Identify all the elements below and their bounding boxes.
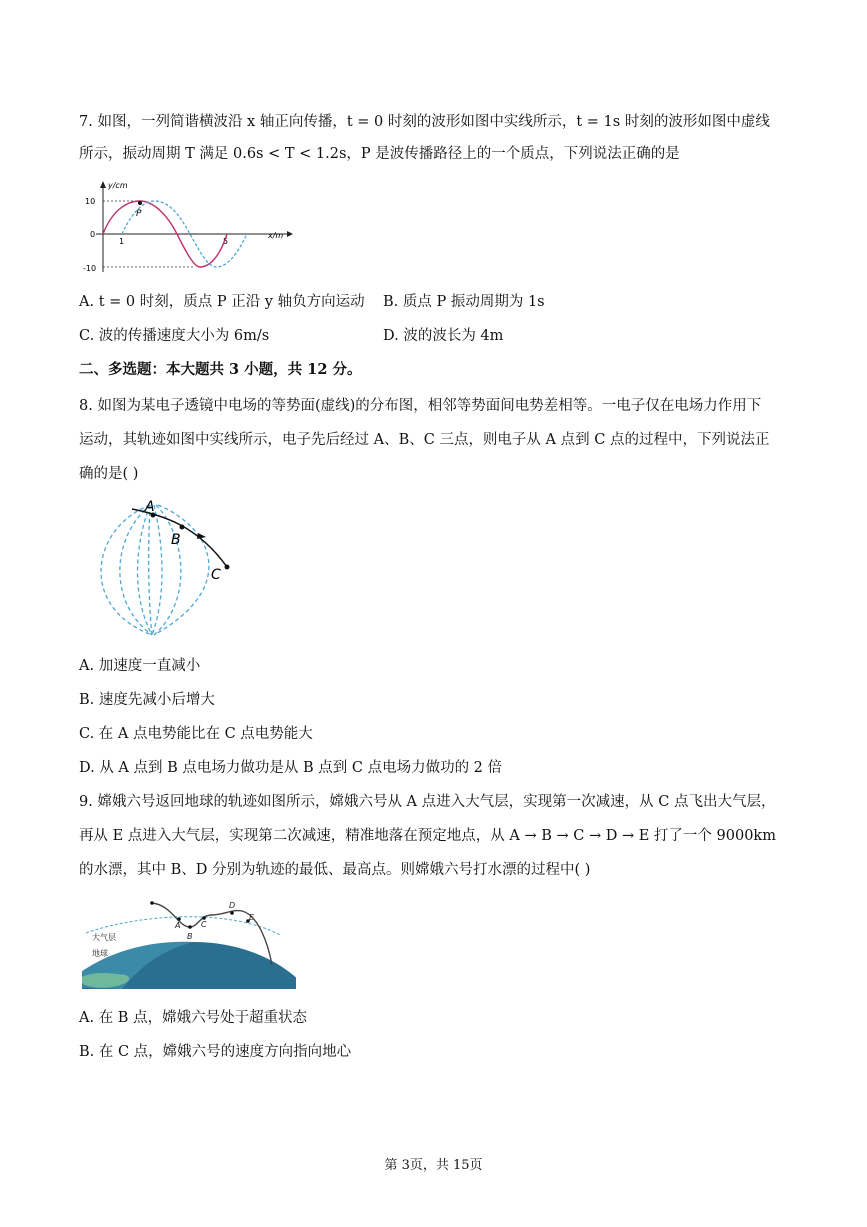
equipotential-lines — [101, 505, 209, 635]
q8-option-c: C. 在 A 点电势能比在 C 点电势能大 — [79, 726, 313, 742]
q7-option-a: A. t = 0 时刻，质点 P 正沿 y 轴负方向运动 — [79, 294, 365, 310]
q8-stem-line2: 运动，其轨迹如图中实线所示，电子先后经过 A、B、C 三点，则电子从 A 点到 C 点的过程中，下列说法正 — [79, 432, 770, 448]
q8-option-a: A. 加速度一直减小 — [79, 658, 201, 674]
q7-option-c: C. 波的传播速度大小为 6m/s — [79, 328, 270, 344]
q7-wave-figure — [82, 176, 297, 276]
q8-stem-line1: 8. 如图为某电子透镜中电场的等势面(虚线)的分布图，相邻等势面间电势差相等。一电子仅在电场力作用下 — [79, 398, 762, 414]
earth-label: 地球 — [92, 949, 108, 958]
section-heading: 二、多选题：本大题共 3 小题，共 12 分。 — [79, 361, 362, 378]
q8-stem-line3: 确的是( ) — [79, 466, 139, 482]
q9-stem-line2: 再从 E 点进入大气层，实现第二次减速，精准地落在预定地点，从 A → B → C → D → E 打了一个 9000km — [79, 828, 776, 844]
q9-option-a: A. 在 B 点，嫦娥六号处于超重状态 — [79, 1010, 308, 1026]
label-d: D — [229, 901, 236, 910]
y-tick-neg10: -10 — [83, 264, 97, 273]
x-tick-1: 1 — [119, 237, 125, 246]
page-footer: 第 3页，共 15页 — [384, 1158, 483, 1173]
q9-stem-line3: 的水漂，其中 B、D 分别为轨迹的最低、最高点。则嫦娥六号打水漂的过程中( ) — [79, 862, 591, 878]
q7-stem-line2: 所示，振动周期 T 满足 0.6s < T < 1.2s，P 是波传播路径上的一个质点，下列说法正确的是 — [79, 146, 680, 162]
label-e: E — [249, 913, 255, 922]
q8-field-figure — [82, 497, 242, 643]
point-b-dot — [180, 525, 185, 530]
atmosphere-label: 大气层 — [92, 933, 116, 942]
q9-stem-line1: 9. 嫦娥六号返回地球的轨迹如图所示，嫦娥六号从 A 点进入大气层，实现第一次减速，从 C 点飞出大气层， — [79, 794, 776, 810]
q8-option-d: D. 从 A 点到 B 点电场力做功是从 B 点到 C 点电场力做功的 2 倍 — [79, 760, 503, 776]
x-axis-label: x/m — [268, 231, 284, 240]
y-axis-label: y/cm — [108, 181, 128, 190]
label-c: C — [201, 920, 207, 929]
q7-option-b: B. 质点 P 振动周期为 1s — [383, 294, 545, 310]
label-b: B — [171, 532, 181, 548]
q7-stem-line1: 7. 如图，一列简谐横波沿 x 轴正向传播，t = 0 时刻的波形如图中实线所示，t = 1s 时刻的波形如图中虚线 — [79, 114, 770, 130]
q9-option-b: B. 在 C 点，嫦娥六号的速度方向指向地心 — [79, 1044, 352, 1060]
q8-option-b: B. 速度先减小后增大 — [79, 692, 215, 708]
point-c-dot — [225, 565, 230, 570]
q7-option-d: D. 波的波长为 4m — [383, 328, 504, 344]
q9-trajectory-figure — [82, 895, 298, 991]
label-a: A — [145, 499, 155, 515]
point-p-label: P — [136, 209, 142, 219]
label-a: A — [175, 921, 181, 930]
label-b: B — [187, 932, 193, 941]
x-tick-5: 5 — [223, 237, 229, 246]
y-tick-0: 0 — [90, 230, 96, 239]
point-p-dot — [138, 201, 142, 205]
y-tick-10: 10 — [85, 197, 96, 206]
label-c: C — [211, 567, 221, 583]
